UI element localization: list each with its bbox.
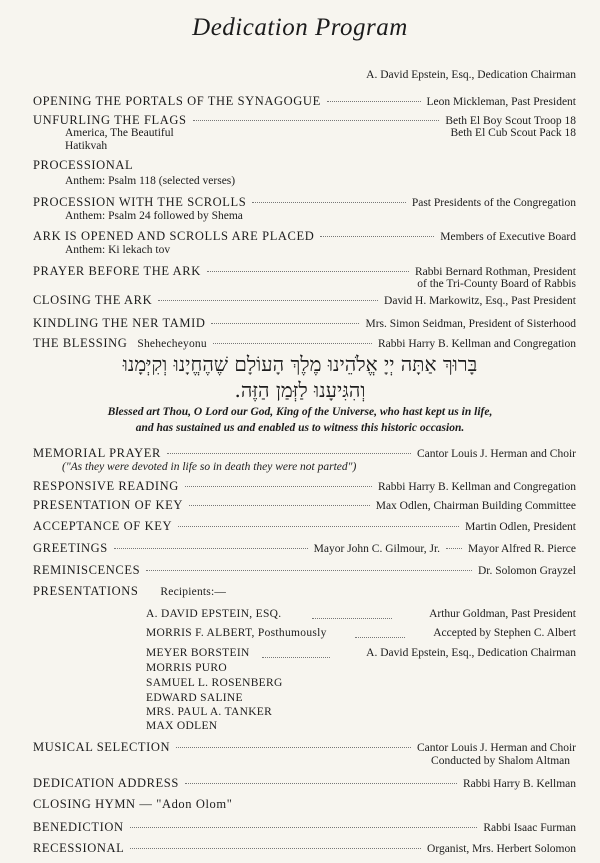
program-item-flags	[33, 113, 576, 127]
program-item-reminiscences	[33, 563, 576, 577]
item-label: DEDICATION ADDRESS	[33, 776, 179, 790]
item-performer: Rabbi Isaac Furman	[483, 822, 576, 834]
recipient-name: A. DAVID EPSTEIN, ESQ.	[146, 608, 282, 620]
item-label: CLOSING THE ARK	[33, 293, 153, 307]
processional-anthem: Anthem: Psalm 118 (selected verses)	[65, 175, 236, 187]
recipient-name: MEYER BORSTEIN	[146, 647, 250, 659]
item-label: THE BLESSING	[33, 336, 128, 350]
flags-song-1: America, The Beautiful	[65, 127, 174, 139]
dot-leader	[167, 453, 411, 454]
dot-leader	[185, 486, 372, 487]
item-performer: Mrs. Simon Seidman, President of Sisterhood	[365, 318, 576, 330]
recipient-acceptor: A. David Epstein, Esq., Dedication Chairman	[366, 647, 576, 659]
program-item-closing-ark	[33, 293, 576, 307]
memorial-quote: ("As they were devoted in life so in death they were not parted")	[62, 461, 357, 473]
program-item-prayer-before-ark	[33, 264, 576, 278]
item-label: KINDLING THE NER TAMID	[33, 316, 206, 330]
item-performer: Past Presidents of the Congregation	[411, 197, 576, 209]
program-item-presentations	[33, 584, 576, 598]
program-item-presentation-key	[33, 498, 576, 512]
dot-leader	[193, 120, 440, 121]
item-performer: Rabbi Bernard Rothman, President	[415, 266, 576, 278]
item-label: PRESENTATIONS	[33, 584, 139, 598]
item-performer: Leon Mickleman, Past President	[426, 96, 576, 108]
item-label: ACCEPTANCE OF KEY	[33, 519, 173, 533]
dot-leader	[211, 323, 359, 324]
program-item-opening-portals	[33, 94, 576, 108]
dot-leader	[312, 618, 392, 619]
dot-leader	[185, 783, 457, 784]
program-item-closing-hymn	[33, 797, 576, 811]
item-label: RESPONSIVE READING	[33, 479, 179, 493]
item-label: MEMORIAL PRAYER	[33, 446, 161, 460]
recipient-name: MORRIS F. ALBERT, Posthumously	[146, 627, 327, 639]
item-performer: David H. Markowitz, Esq., Past President	[384, 295, 576, 307]
program-item-scrolls	[33, 195, 576, 209]
program-item-ner-tamid	[33, 316, 576, 330]
dot-leader	[320, 236, 434, 237]
program-item-greetings	[33, 541, 576, 555]
prayer-performer-2: of the Tri-County Board of Rabbis	[417, 278, 576, 290]
dot-leader	[327, 101, 421, 102]
item-performer: Beth El Boy Scout Troop 18	[445, 115, 576, 127]
item-performer: Cantor Louis J. Herman and Choir	[416, 448, 576, 460]
recipient-name: MAX ODLEN	[146, 720, 218, 732]
item-performer-2: Mayor Alfred R. Pierce	[468, 543, 576, 555]
item-label: RECESSIONAL	[33, 841, 125, 855]
recipient-acceptor: Accepted by Stephen C. Albert	[433, 627, 576, 639]
item-performer: Rabbi Harry B. Kellman and Congregation	[377, 338, 576, 350]
dot-leader	[114, 548, 308, 549]
program-item-responsive-reading	[33, 479, 576, 493]
program-item-acceptance-key	[33, 519, 576, 533]
recipients-label: Recipients:—	[160, 586, 227, 598]
dot-leader	[176, 747, 411, 748]
item-performer: Cantor Louis J. Herman and Choir	[416, 742, 576, 754]
item-label: REMINISCENCES	[33, 563, 141, 577]
item-performer: Members of Executive Board	[440, 231, 576, 243]
blessing-translation-line-2: and has sustained us and enabled us to witness this historic occasion.	[135, 422, 465, 434]
item-label: OPENING THE PORTALS OF THE SYNAGOGUE	[33, 94, 321, 108]
program-item-recessional	[33, 841, 576, 855]
dot-leader	[446, 548, 462, 549]
dot-leader	[262, 657, 330, 658]
dot-leader	[178, 526, 459, 527]
item-label: GREETINGS	[33, 541, 108, 555]
musical-conductor: Conducted by Shalom Altman	[431, 755, 570, 767]
program-item-benediction	[33, 820, 576, 834]
recipient-name: MORRIS PURO	[146, 662, 227, 674]
dot-leader	[158, 300, 378, 301]
item-label: PROCESSIONAL	[33, 158, 134, 172]
scrolls-anthem: Anthem: Psalm 24 followed by Shema	[65, 210, 243, 222]
item-performer-1: Mayor John C. Gilmour, Jr.	[313, 543, 441, 555]
dedication-chairman: A. David Epstein, Esq., Dedication Chairman	[366, 69, 576, 81]
recipient-name: SAMUEL L. ROSENBERG	[146, 677, 283, 689]
recipient-name: EDWARD SALINE	[146, 692, 243, 704]
program-item-memorial-prayer	[33, 446, 576, 460]
recipient-acceptor: Arthur Goldman, Past President	[429, 608, 576, 620]
item-subtitle: Shehecheyonu	[137, 338, 207, 350]
item-label: PROCESSION WITH THE SCROLLS	[33, 195, 247, 209]
item-label: ARK IS OPENED AND SCROLLS ARE PLACED	[33, 229, 315, 243]
item-performer: Max Odlen, Chairman Building Committee	[375, 500, 576, 512]
item-label: UNFURLING THE FLAGS	[33, 113, 187, 127]
dot-leader	[130, 848, 421, 849]
program-item-processional	[33, 158, 576, 172]
program-item-dedication-address	[33, 776, 576, 790]
program-item-musical-selection	[33, 740, 576, 754]
item-label: CLOSING HYMN — "Adon Olom"	[33, 797, 233, 811]
item-performer: Rabbi Harry B. Kellman	[462, 778, 576, 790]
dot-leader	[146, 570, 472, 571]
dot-leader	[189, 505, 370, 506]
dot-leader	[355, 637, 405, 638]
hebrew-blessing-line-2: וְהִגִּיעָנוּ לַזְּמַן הַזֶּה.	[234, 378, 366, 402]
dot-leader	[207, 271, 409, 272]
item-performer: Organist, Mrs. Herbert Solomon	[427, 843, 576, 855]
page-title: Dedication Program	[192, 14, 408, 41]
item-performer: Rabbi Harry B. Kellman and Congregation	[377, 481, 576, 493]
item-label: PRESENTATION OF KEY	[33, 498, 183, 512]
item-label: BENEDICTION	[33, 820, 124, 834]
blessing-translation-line-1: Blessed art Thou, O Lord our God, King of the Universe, who hast kept us in life,	[107, 406, 493, 418]
ark-anthem: Anthem: Ki lekach tov	[65, 244, 171, 256]
flags-performer-2: Beth El Cub Scout Pack 18	[450, 127, 576, 139]
item-performer: Dr. Solomon Grayzel	[477, 565, 576, 577]
program-item-blessing	[33, 336, 576, 350]
program-item-ark-opened	[33, 229, 576, 243]
hebrew-blessing-line-1: בָּרוּךְ אַתָּה יְיָ אֱלֹהֵינוּ מֶלֶךְ הָעוֹלָם שֶׁהֶחֱיָנוּ וְקִיְּמָנוּ	[122, 352, 478, 376]
dot-leader	[213, 343, 372, 344]
recipient-note: Posthumously	[257, 627, 327, 639]
item-label: PRAYER BEFORE THE ARK	[33, 264, 201, 278]
item-performer: Martin Odlen, President	[465, 521, 576, 533]
dot-leader	[252, 202, 405, 203]
recipient-name: MRS. PAUL A. TANKER	[146, 706, 273, 718]
flags-song-2: Hatikvah	[65, 140, 108, 152]
item-label: MUSICAL SELECTION	[33, 740, 171, 754]
dot-leader	[130, 827, 478, 828]
